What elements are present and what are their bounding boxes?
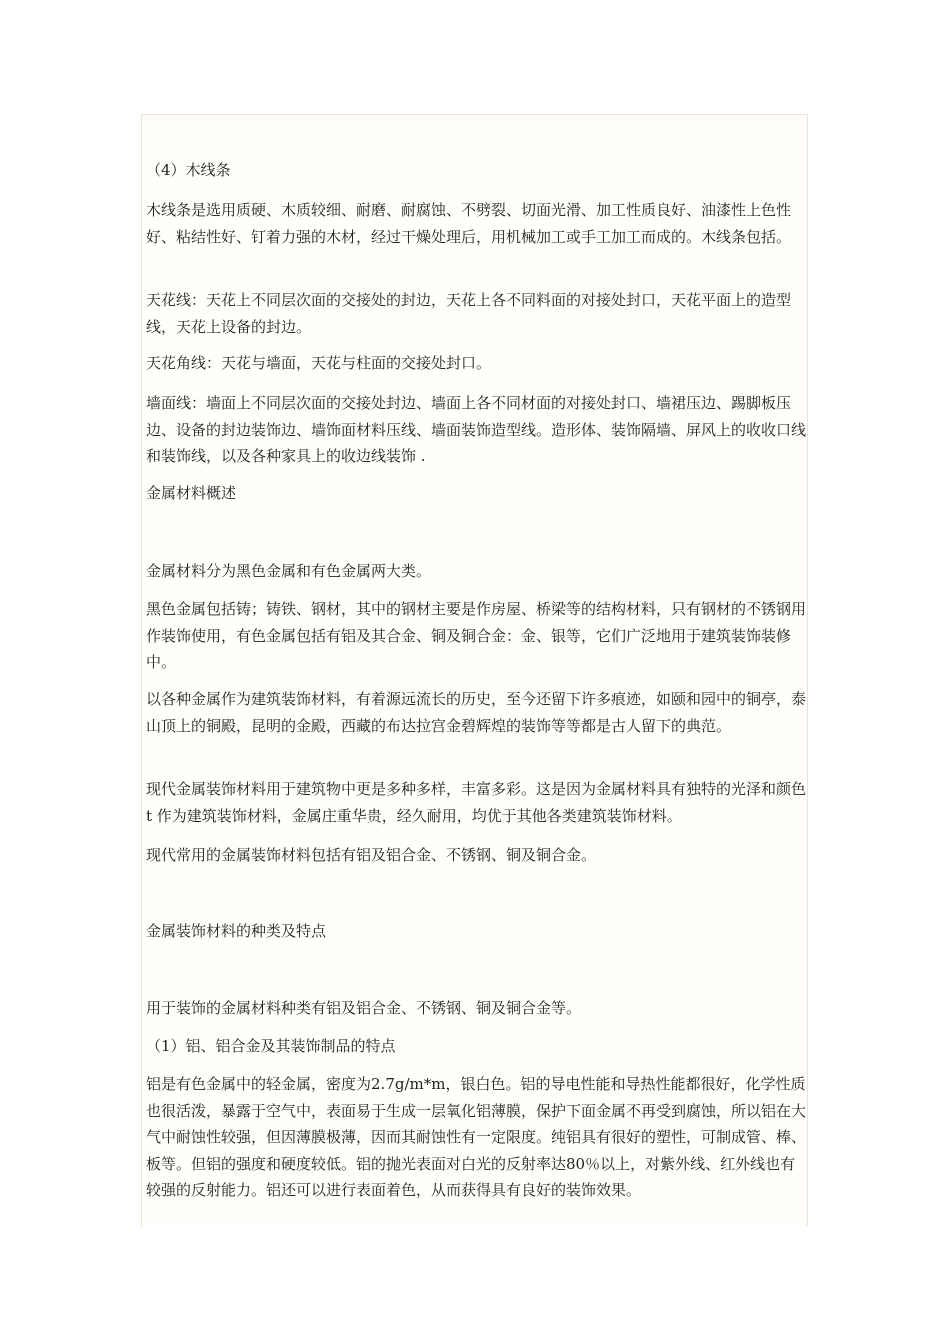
paragraph-metal-history: 以各种金属作为建筑装饰材料，有着源远流长的历史，至今还留下许多痕迹，如颐和园中的铜亭，泰山顶上的铜殿，昆明的金殿，西藏的布达拉宫金碧辉煌的装饰等等都是古人留下的典范。 xyxy=(146,690,807,735)
paragraph-aluminum: 铝是有色金属中的轻金属，密度为2.7g/m*m，银白色。铝的导电性能和导热性能都很好，化学性质也很活泼，暴露于空气中，表面易于生成一层氧化铝薄膜，保护下面金属不再受到腐蚀，所以铝在大气中耐蚀性较强，但因薄膜极薄，因而其耐蚀性有一定限度。纯铝具有很好的塑性，可制成管、棒、板等。但铝的强度和硬度较低。铝的抛光表面对白光的反射率达80％以上，对紫外线、红外线也有较强的反射能力。铝还可以进行表面着色，从而获得具有良好的装饰效果。 xyxy=(146,1075,807,1199)
paragraph-wall-line: 墙面线：墙面上不同层次面的交接处封边、墙面上各不同材面的对接处封口、墙裙压边、踢脚板压边、设备的封边装饰边、墙饰面材料压线、墙面装饰造型线。造形体、装饰隔墙、屏风上的收收口线和装饰线，以及各种家具上的收边线装饰 . xyxy=(146,394,807,465)
paragraph-common-metals: 现代常用的金属装饰材料包括有铝及铝合金、不锈钢、铜及铜合金。 xyxy=(146,846,597,864)
paragraph-ceiling-corner: 天花角线：天花与墙面，天花与柱面的交接处封口。 xyxy=(146,354,492,372)
heading-wood-trim: （4）木线条 xyxy=(146,161,231,179)
paragraph-metal-categories: 金属材料分为黑色金属和有色金属两大类。 xyxy=(146,562,432,580)
heading-aluminum: （1）铝、铝合金及其装饰制品的特点 xyxy=(146,1037,396,1055)
paragraph-wood-trim-intro: 木线条是选用质硬、木质较细、耐磨、耐腐蚀、不劈裂、切面光滑、加工性质良好、油漆性上色性好、粘结性好、钉着力强的木材，经过干燥处理后，用机械加工或手工加工而成的。木线条包括。 xyxy=(146,201,792,246)
heading-metal-overview: 金属材料概述 xyxy=(146,484,237,502)
heading-metal-types: 金属装饰材料的种类及特点 xyxy=(146,922,327,940)
paragraph-ferrous-metals: 黑色金属包括铸；铸铁、钢材，其中的钢材主要是作房屋、桥梁等的结构材料，只有钢材的不锈钢用作装饰使用，有色金属包括有铝及其合金、铜及铜合金：金、银等，它们广泛地用于建筑装饰装修中。 xyxy=(146,600,807,671)
paragraph-metal-types-intro: 用于装饰的金属材料种类有铝及铝合金、不锈钢、铜及铜合金等。 xyxy=(146,999,582,1017)
paragraph-modern-metal: 现代金属装饰材料用于建筑物中更是多种多样，丰富多彩。这是因为金属材料具有独特的光泽和颜色 t 作为建筑装饰材料，金属庄重华贵，经久耐用，均优于其他各类建筑装饰材料。 xyxy=(146,780,807,825)
paragraph-ceiling-line: 天花线：天花上不同层次面的交接处的封边，天花上各不同料面的对接处封口，天花平面上的造型线，天花上设备的封边。 xyxy=(146,291,792,336)
document-page xyxy=(141,114,808,1226)
